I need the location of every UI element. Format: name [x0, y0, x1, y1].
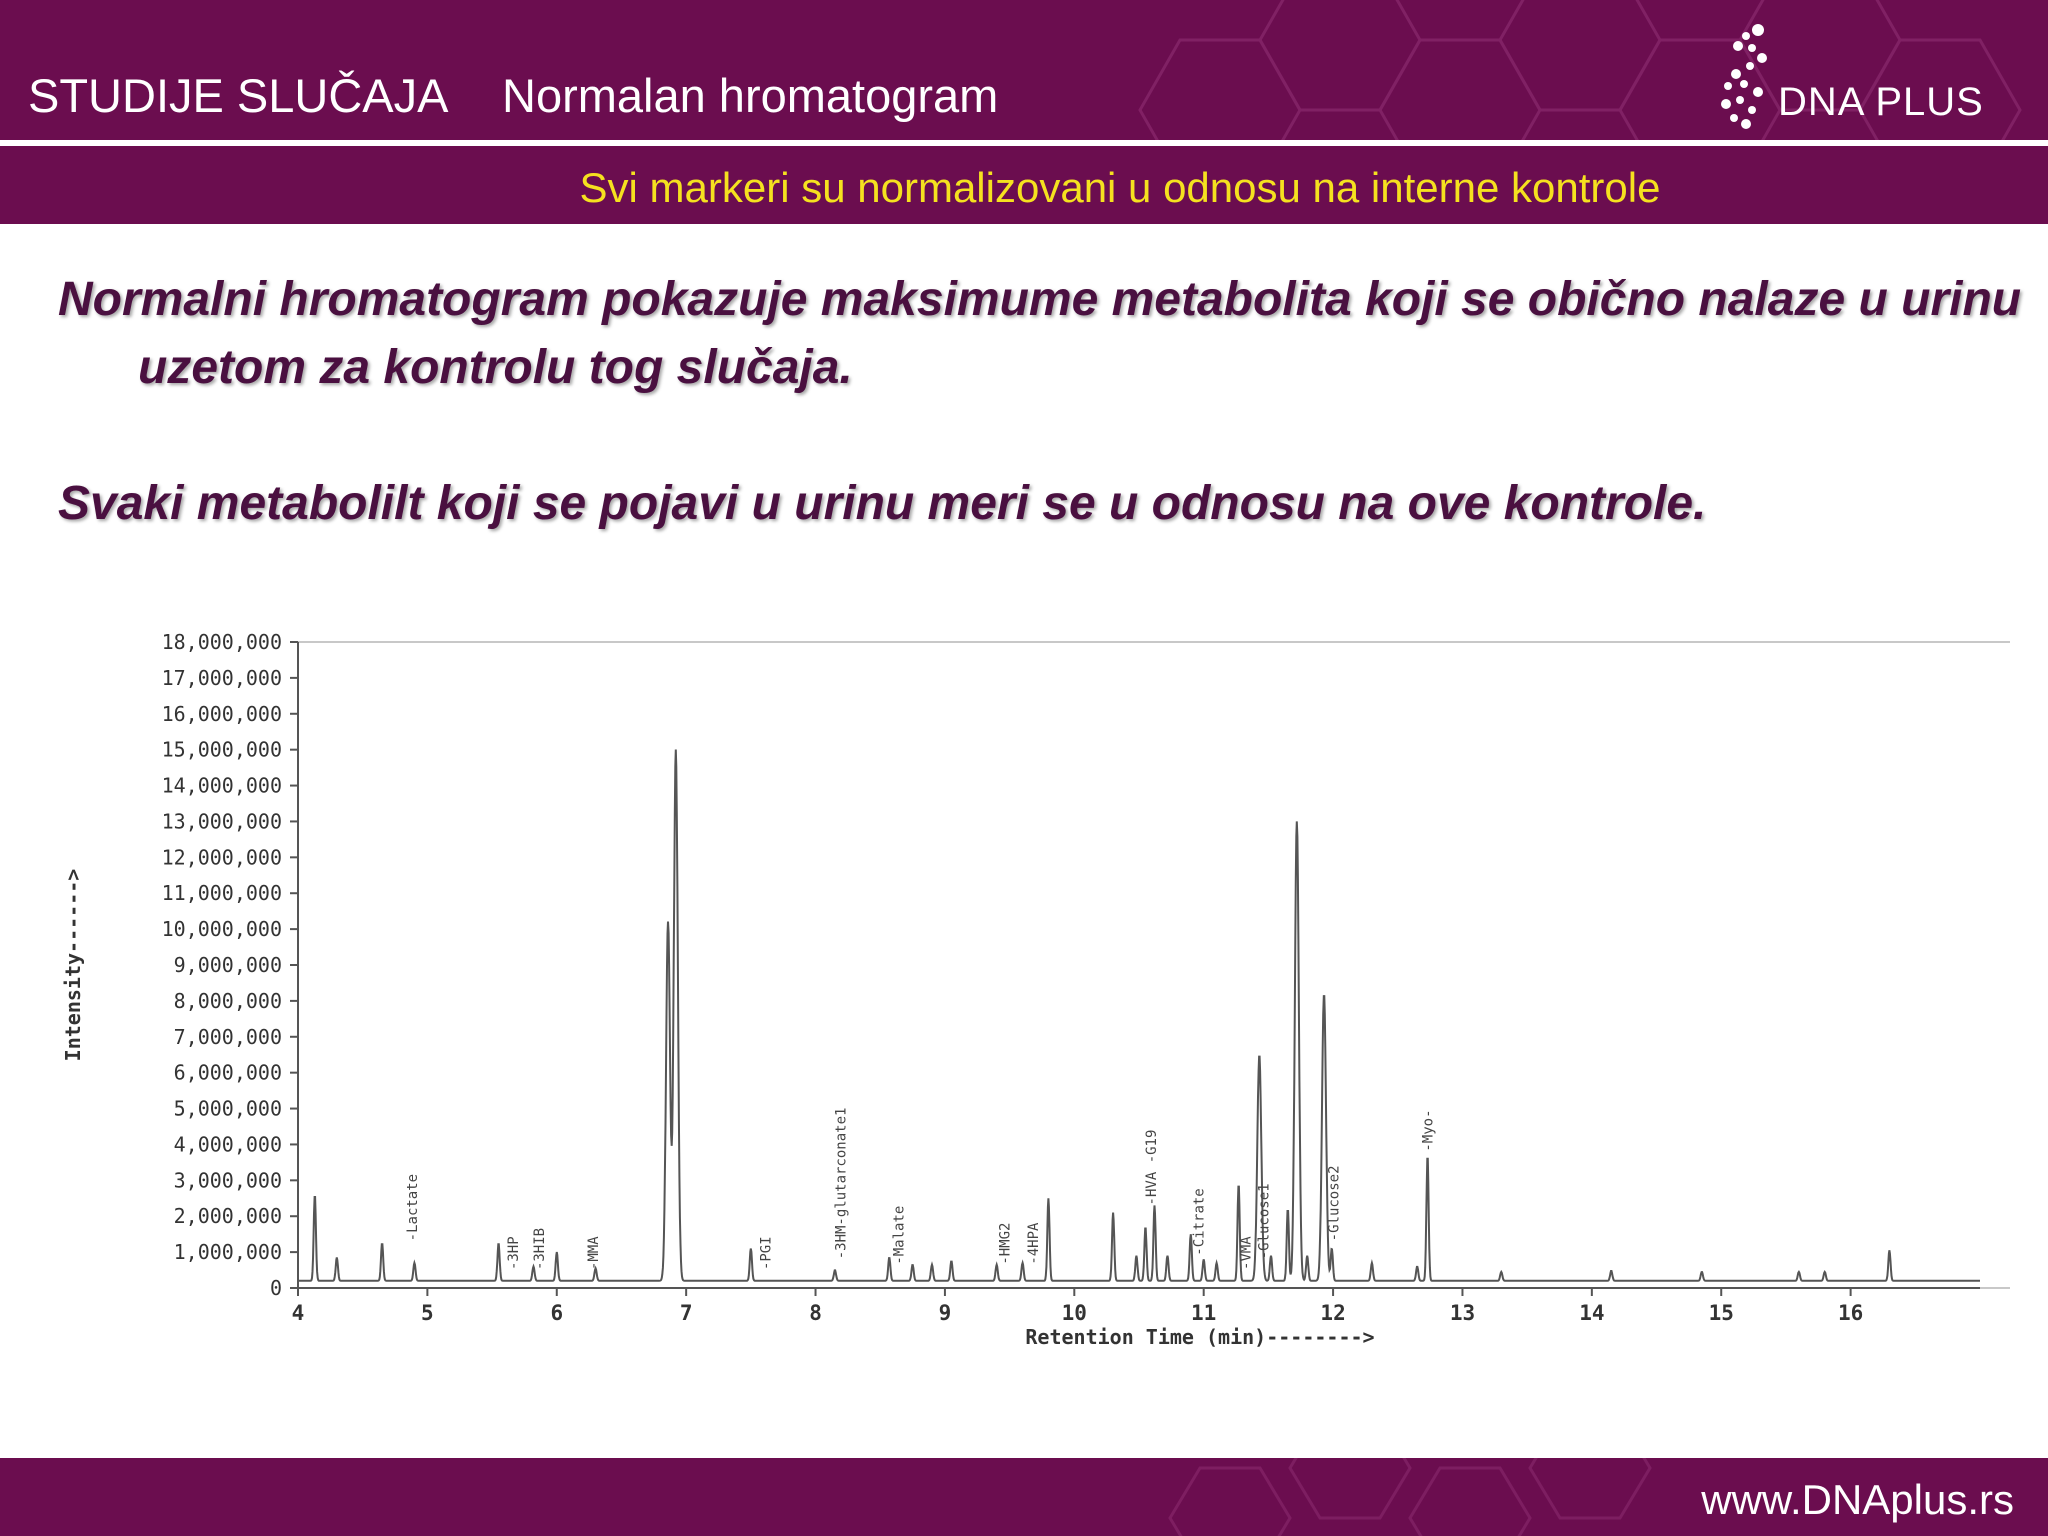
y-tick-label: 3,000,000 [173, 1168, 282, 1193]
x-tick-label: 11 [1191, 1301, 1217, 1325]
y-tick-label: 10,000,000 [161, 917, 282, 942]
y-tick-label: 6,000,000 [173, 1060, 282, 1085]
dna-plus-logo [1716, 22, 1984, 132]
y-tick-label: 5,000,000 [173, 1096, 282, 1121]
x-tick-label: 4 [291, 1301, 305, 1325]
peak-label: -Malate [891, 1205, 908, 1265]
y-tick-label: 1,000,000 [173, 1240, 282, 1265]
x-tick-label: 13 [1449, 1301, 1476, 1325]
y-axis-label: Intensity------> [61, 868, 85, 1062]
x-tick-label: 10 [1061, 1301, 1087, 1325]
y-tick-label: 14,000,000 [161, 773, 282, 798]
header-bar [0, 0, 2048, 140]
y-tick-label: 12,000,000 [161, 845, 282, 870]
x-tick-label: 6 [550, 1301, 564, 1325]
chromatogram-trace [298, 750, 1980, 1281]
y-tick-label: 17,000,000 [161, 665, 282, 690]
peak-label: -PGI [758, 1236, 775, 1271]
x-tick-label: 14 [1579, 1301, 1605, 1325]
peak-label: -3HP [505, 1236, 522, 1271]
peak-label: -Glucose2 [1326, 1165, 1343, 1242]
x-tick-label: 5 [421, 1301, 434, 1325]
x-tick-label: 9 [938, 1301, 952, 1325]
logo-text: DNA PLUS [1778, 80, 1984, 124]
footer-url[interactable]: www.DNAplus.rs [1701, 1476, 2014, 1523]
y-tick-label: 15,000,000 [161, 737, 282, 762]
peak-label: -Citrate [1191, 1188, 1208, 1256]
x-axis-label: Retention Time (min)--------> [1025, 1325, 1375, 1349]
y-tick-label: 8,000,000 [173, 988, 282, 1013]
peak-label: -MMA [586, 1236, 603, 1271]
x-tick-label: 16 [1837, 1301, 1864, 1325]
dna-helix-icon [1716, 22, 1786, 132]
peak-label: -3HIB [531, 1227, 548, 1271]
peak-label: -Glucose1 [1256, 1183, 1273, 1260]
x-tick-label: 8 [809, 1301, 822, 1325]
x-tick-label: 7 [679, 1301, 693, 1325]
subtitle: Svi markeri su normalizovani u odnosu na interne kontrole [579, 164, 1661, 211]
peak-label: -3HM-glutarconate1 [833, 1107, 850, 1260]
body-paragraph-2: Svaki metabolilt koji se pojavi u urinu meri se u odnosu na ove kontrole. [58, 477, 1707, 530]
y-tick-label: 9,000,000 [173, 953, 282, 977]
x-tick-label: 15 [1708, 1301, 1734, 1325]
peak-label: -4HPA [1026, 1222, 1043, 1265]
subtitle-bar [0, 146, 2048, 224]
section-title: STUDIJE SLUČAJA [28, 69, 449, 122]
y-tick-label: 2,000,000 [173, 1204, 282, 1229]
y-tick-label: 7,000,000 [173, 1024, 282, 1049]
y-tick-label: 18,000,000 [161, 632, 282, 654]
x-tick-label: 12 [1320, 1301, 1346, 1325]
body-paragraph-1: Normalni hromatogram pokazuje maksimume metabolita koji se obično nalaze u urinu uzetom za kontrolu tog slučaja. [58, 273, 2022, 394]
y-tick-label: 13,000,000 [161, 809, 282, 834]
footer-bar [0, 1458, 2048, 1536]
y-tick-label: 4,000,000 [173, 1132, 282, 1157]
slide-title: Normalan hromatogram [502, 69, 999, 122]
peak-label: -HVA -G19 [1143, 1129, 1160, 1206]
chromatogram-chart [40, 632, 2010, 1362]
peak-label: -HMG2 [997, 1222, 1014, 1265]
peak-label: -VMA [1238, 1236, 1255, 1271]
peak-label: -Myo- [1420, 1109, 1437, 1152]
y-tick-label: 16,000,000 [161, 701, 282, 726]
y-tick-label: 0 [269, 1276, 282, 1300]
peak-label: -Lactate [405, 1173, 422, 1242]
y-tick-label: 11,000,000 [161, 881, 282, 906]
